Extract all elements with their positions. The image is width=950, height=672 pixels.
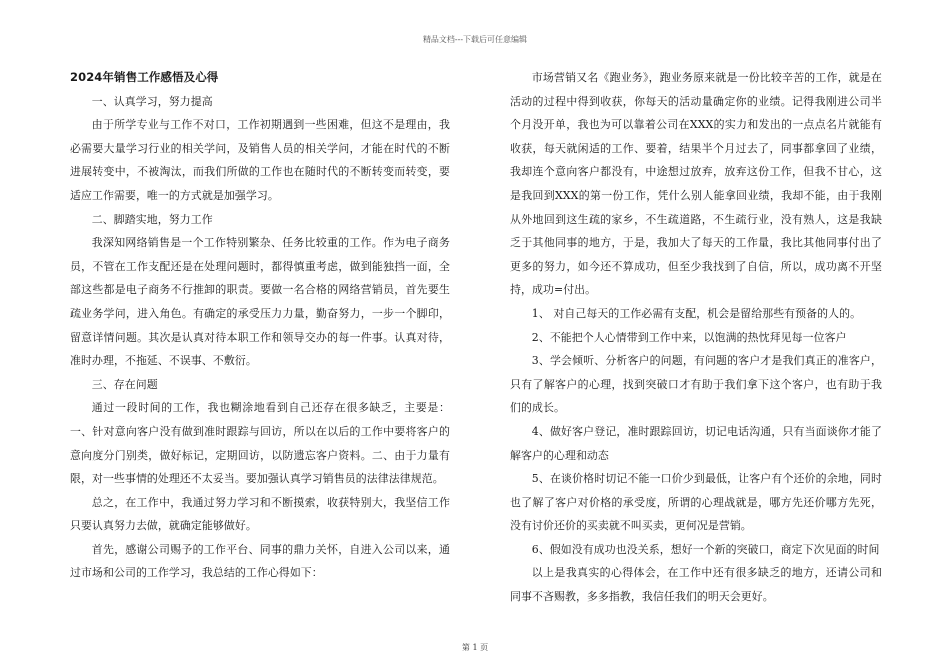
document-title: 2024年销售工作感悟及心得 (70, 70, 219, 84)
paragraph: 由于所学专业与工作不对口，工作初期遇到一些困难，但这不是理由，我必需要大量学习行业的相关学问，及销售人员的相关学问，才能在时代的不断进展转变中，不被淘汰，而我们所做的工作也在随时代的不断转变而转变，要适应工作需要，唯一的方式就是加强学习。 (70, 118, 450, 202)
paragraph: 首先，感谢公司赐予的工作平台、同事的鼎力关怀，自进入公司以来，通过市场和公司的工作学习，我总结的工作心得如下： (70, 542, 450, 580)
closing-paragraph: 以上是我真实的心得体会，在工作中还有很多缺乏的地方，还请公司和同事不吝赐教，多多指教，我信任我们的明天会更好。 (510, 566, 882, 604)
paragraph: 我深知网络销售是一个工作特别繁杂、任务比较重的工作。作为电子商务员，不管在工作支配还是在处理问题时，都得慎重考虑，做到能独挡一面，全部这些都是电子商务不行推卸的职责。要做一名合格的网络营销员，首先要生疏业务学问，进入角色。有确定的承受压力力量，勤奋努力，一步一个脚印，留意详情问题。其次是认真对待本职工作和领导交办的每一件事。认真对待，准时办理，不拖延、不误事、不敷衍。 (70, 236, 450, 368)
right-column (510, 66, 882, 609)
section-heading-2: 二、脚踏实地，努力工作 (91, 212, 213, 226)
paragraph: 市场营销又名《跑业务》，跑业务原来就是一份比较辛苦的工作，就是在活动的过程中得到收获，你每天的活动量确定你的业绩。记得我刚进公司半个月没开单，我也为可以靠着公司在XXX的实力和发出的一点点名片就能有收获，每天就闲适的工作、要着，结果半个月过去了，同事都拿回了业绩，我却连个意向客户都没有，中途想过放弃，放弃这份工作，但我不甘心，这是我回到XXX的第一份工作，凭什么别人能拿回业绩，我却不能，由于我刚从外地回到这生疏的家乡，不生疏道路，不生疏行业，没有熟人，这是我缺乏于其他同事的地方，于是，我加大了每天的工作量，我比其他同事付出了更多的努力，如今还不算成功，但至少我找到了自信，所以，成功离不开坚持，成功=付出。 (510, 71, 882, 297)
list-item-5: 5、在谈价格时切记不能一口价少到最低，让客户有个还价的余地，同时也了解了客户对价格的承受度，所谓的心理战就是，哪方先还价哪方先死，没有讨价还价的买卖就不叫买卖，更何况是营销。 (510, 472, 882, 533)
left-column (70, 66, 450, 585)
section-heading-3: 三、存在问题 (91, 377, 158, 391)
page-header-note: 精品文档---下载后可任意编辑 (422, 35, 528, 44)
list-item-3: 3、学会倾听、分析客户的问题，有问题的客户才是我们真正的准客户，只有了解客户的心理，找到突破口才有助于我们拿下这个客户，也有助于我们的成长。 (510, 354, 882, 415)
section-heading-1: 一、认真学习，努力提高 (91, 94, 213, 108)
list-item-4: 4、做好客户登记，准时跟踪回访，切记电话沟通，只有当面谈你才能了解客户的心理和动态 (510, 424, 882, 462)
list-item-2: 2、不能把个人心情带到工作中来，以饱满的热忱拜见每一位客户 (531, 330, 847, 344)
page-number: 第 1 页 (461, 643, 489, 652)
paragraph: 通过一段时间的工作，我也糊涂地看到自己还存在很多缺乏，主要是：一、针对意向客户没有做到准时跟踪与回访，所以在以后的工作中要将客户的意向度分门别类，做好标记，定期回访，以防遗忘客户资料。二、由于力量有限，对一些事情的处理还不太妥当。要加强认真学习销售员的法律法律规范。 (70, 401, 450, 486)
list-item-6: 6、假如没有成功也没关系，想好一个新的突破口，商定下次见面的时间 (531, 542, 880, 556)
list-item-1: 1、 对自己每天的工作必需有支配，机会是留给那些有预备的人的。 (531, 306, 862, 320)
paragraph: 总之，在工作中，我通过努力学习和不断摸索，收获特别大，我坚信工作只要认真努力去做，就确定能够做好。 (70, 495, 450, 533)
